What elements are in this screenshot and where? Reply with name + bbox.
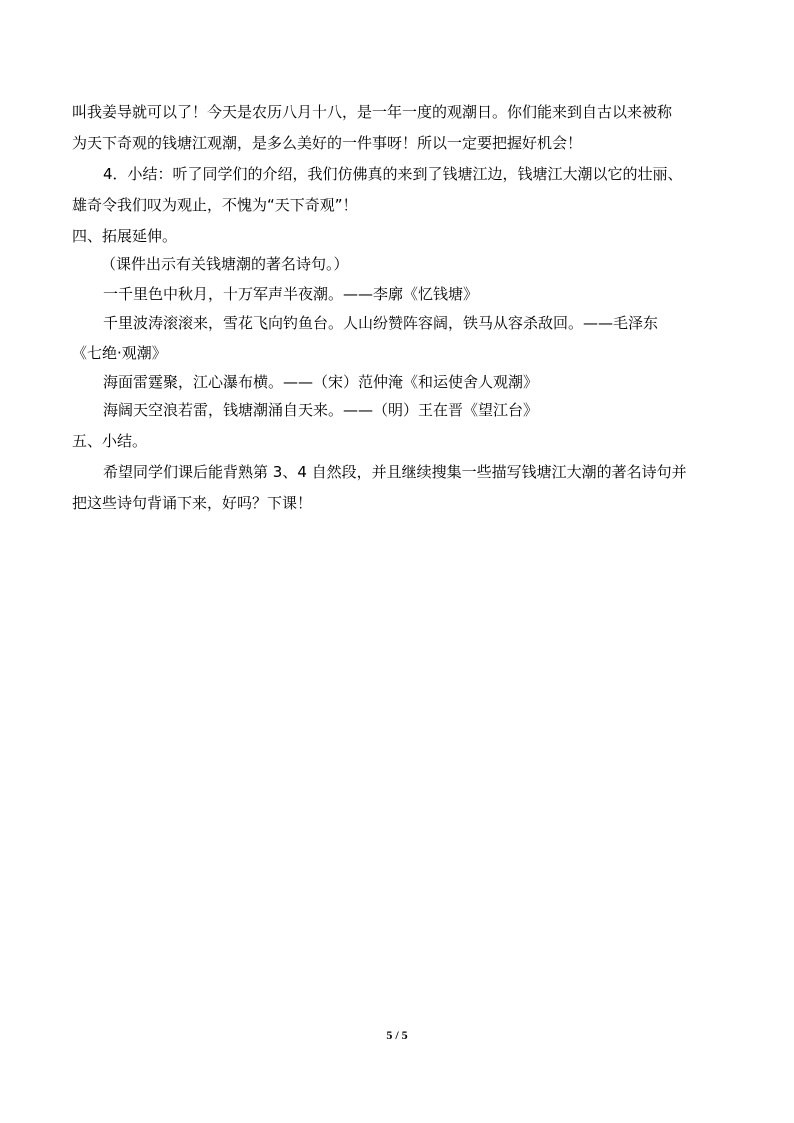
poem-title-line: 《七绝·观潮》 xyxy=(72,344,167,362)
summary-line: 雄奇令我们叹为观止，不愧为“天下奇观”！ xyxy=(72,196,358,214)
paragraph-line: 希望同学们课后能背熟第 3、4 自然段，并且继续搜集一些描写钱塘江大潮的著名诗句并 xyxy=(103,463,687,481)
paragraph-line: 把这些诗句背诵下来，好吗？下课！ xyxy=(72,494,313,512)
paragraph-line: 叫我姜导就可以了！今天是农历八月十八，是一年一度的观潮日。你们能来到自古以来被称 xyxy=(72,103,673,121)
poem-line: 一千里色中秋月，十万军声半夜潮。——李廓《忆钱塘》 xyxy=(103,285,479,303)
poem-line: 海面雷霆聚，江心瀑布横。——（宋）范仲淹《和运使舍人观潮》 xyxy=(103,373,539,391)
poem-line: 海阔天空浪若雷，钱塘潮涌自天来。——（明）王在晋《望江台》 xyxy=(103,401,539,419)
page-number: 5 / 5 xyxy=(386,1028,408,1042)
section-heading: 四、拓展延伸。 xyxy=(72,227,178,245)
paragraph-line: 为天下奇观的钱塘江观潮，是多么美好的一件事呀！所以一定要把握好机会！ xyxy=(72,134,583,152)
summary-line: 4．小结：听了同学们的介绍，我们仿佛真的来到了钱塘江边，钱塘江大潮以它的壮丽、 xyxy=(103,165,683,183)
instruction-line: （课件出示有关钱塘潮的著名诗句。） xyxy=(101,255,349,273)
section-heading: 五、小结。 xyxy=(72,432,148,450)
poem-line: 千里波涛滚滚来，雪花飞向钓鱼台。人山纷赞阵容阔，铁马从容杀敌回。——毛泽东 xyxy=(103,314,659,332)
